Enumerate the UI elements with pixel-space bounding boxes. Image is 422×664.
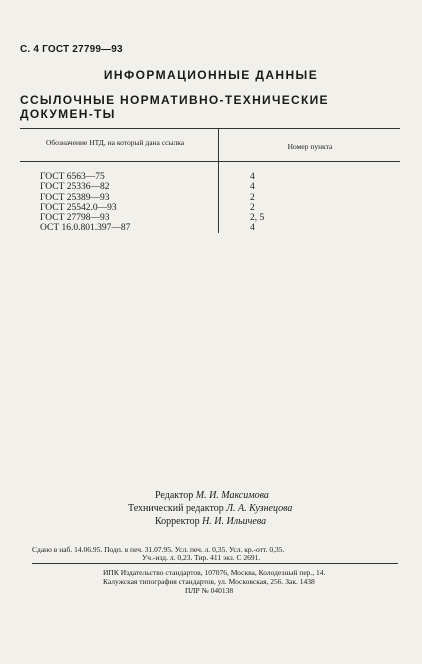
- table-row-doc: ГОСТ 27798—93: [40, 213, 110, 224]
- imprint-line-2: Уч.-изд. л. 0,23. Тир. 411 экз. С 2691.: [142, 553, 261, 562]
- imprint-line-1: Сдано в наб. 14.06.95. Подп. в печ. 31.07.95. Усл. печ. л. 0,35. Усл. кр.-отт. 0,35.: [32, 545, 285, 554]
- imprint-line-5: ПЛР № 040138: [185, 586, 234, 595]
- table-row-doc: ГОСТ 25542.0—93: [40, 202, 117, 213]
- column-header-item: Номер пункта: [287, 142, 333, 151]
- table-row-item: 4: [250, 182, 255, 193]
- tech-editor-label: Технический редактор: [128, 503, 224, 514]
- editor-line: [155, 489, 269, 503]
- imprint-line-4: Калужская типография стандартов, ул. Московская, 256. Зак. 1438: [103, 577, 315, 586]
- imprint-line-3: ИПК Издательство стандартов, 107076, Москва, Колодезный пер., 14.: [103, 568, 326, 577]
- section-subtitle: ССЫЛОЧНЫЕ НОРМАТИВНО-ТЕХНИЧЕСКИЕ ДОКУМЕН-ТЫ: [20, 93, 329, 121]
- table-header-rule: [20, 161, 400, 162]
- editor-label: Редактор: [155, 490, 194, 501]
- editor-name: М. И. Максимова: [195, 490, 269, 501]
- table-row-item: 4: [250, 172, 255, 182]
- page-header: С. 4 ГОСТ 27799—93: [20, 44, 123, 55]
- corrector-name: Н. И. Ильичева: [202, 516, 267, 527]
- table-row-doc: ГОСТ 25389—93: [40, 192, 110, 203]
- imprint-divider: [32, 563, 398, 564]
- table-row-doc: ОСТ 16.0.801.397—87: [40, 223, 131, 234]
- document-list: [40, 172, 130, 234]
- corrector-label: Корректор: [155, 516, 200, 527]
- column-header-document: Обозначение НТД, на который дана ссылка: [45, 138, 185, 147]
- table-row-doc: ГОСТ 25336—82: [40, 182, 110, 193]
- table-row-doc: ГОСТ 6563—75: [40, 172, 105, 182]
- item-list: [250, 172, 264, 234]
- corrector-line: [155, 515, 266, 529]
- tech-editor-name: Л. А. Кузнецова: [226, 503, 293, 514]
- table-row-item: 2: [250, 192, 255, 203]
- section-title: ИНФОРМАЦИОННЫЕ ДАННЫЕ: [103, 68, 319, 82]
- tech-editor-line: [128, 502, 292, 516]
- table-row-item: 2, 5: [250, 213, 265, 224]
- table-column-divider: [218, 128, 219, 233]
- table-top-rule: [20, 128, 400, 129]
- table-row-item: 4: [250, 223, 255, 234]
- table-row-item: 2: [250, 202, 255, 213]
